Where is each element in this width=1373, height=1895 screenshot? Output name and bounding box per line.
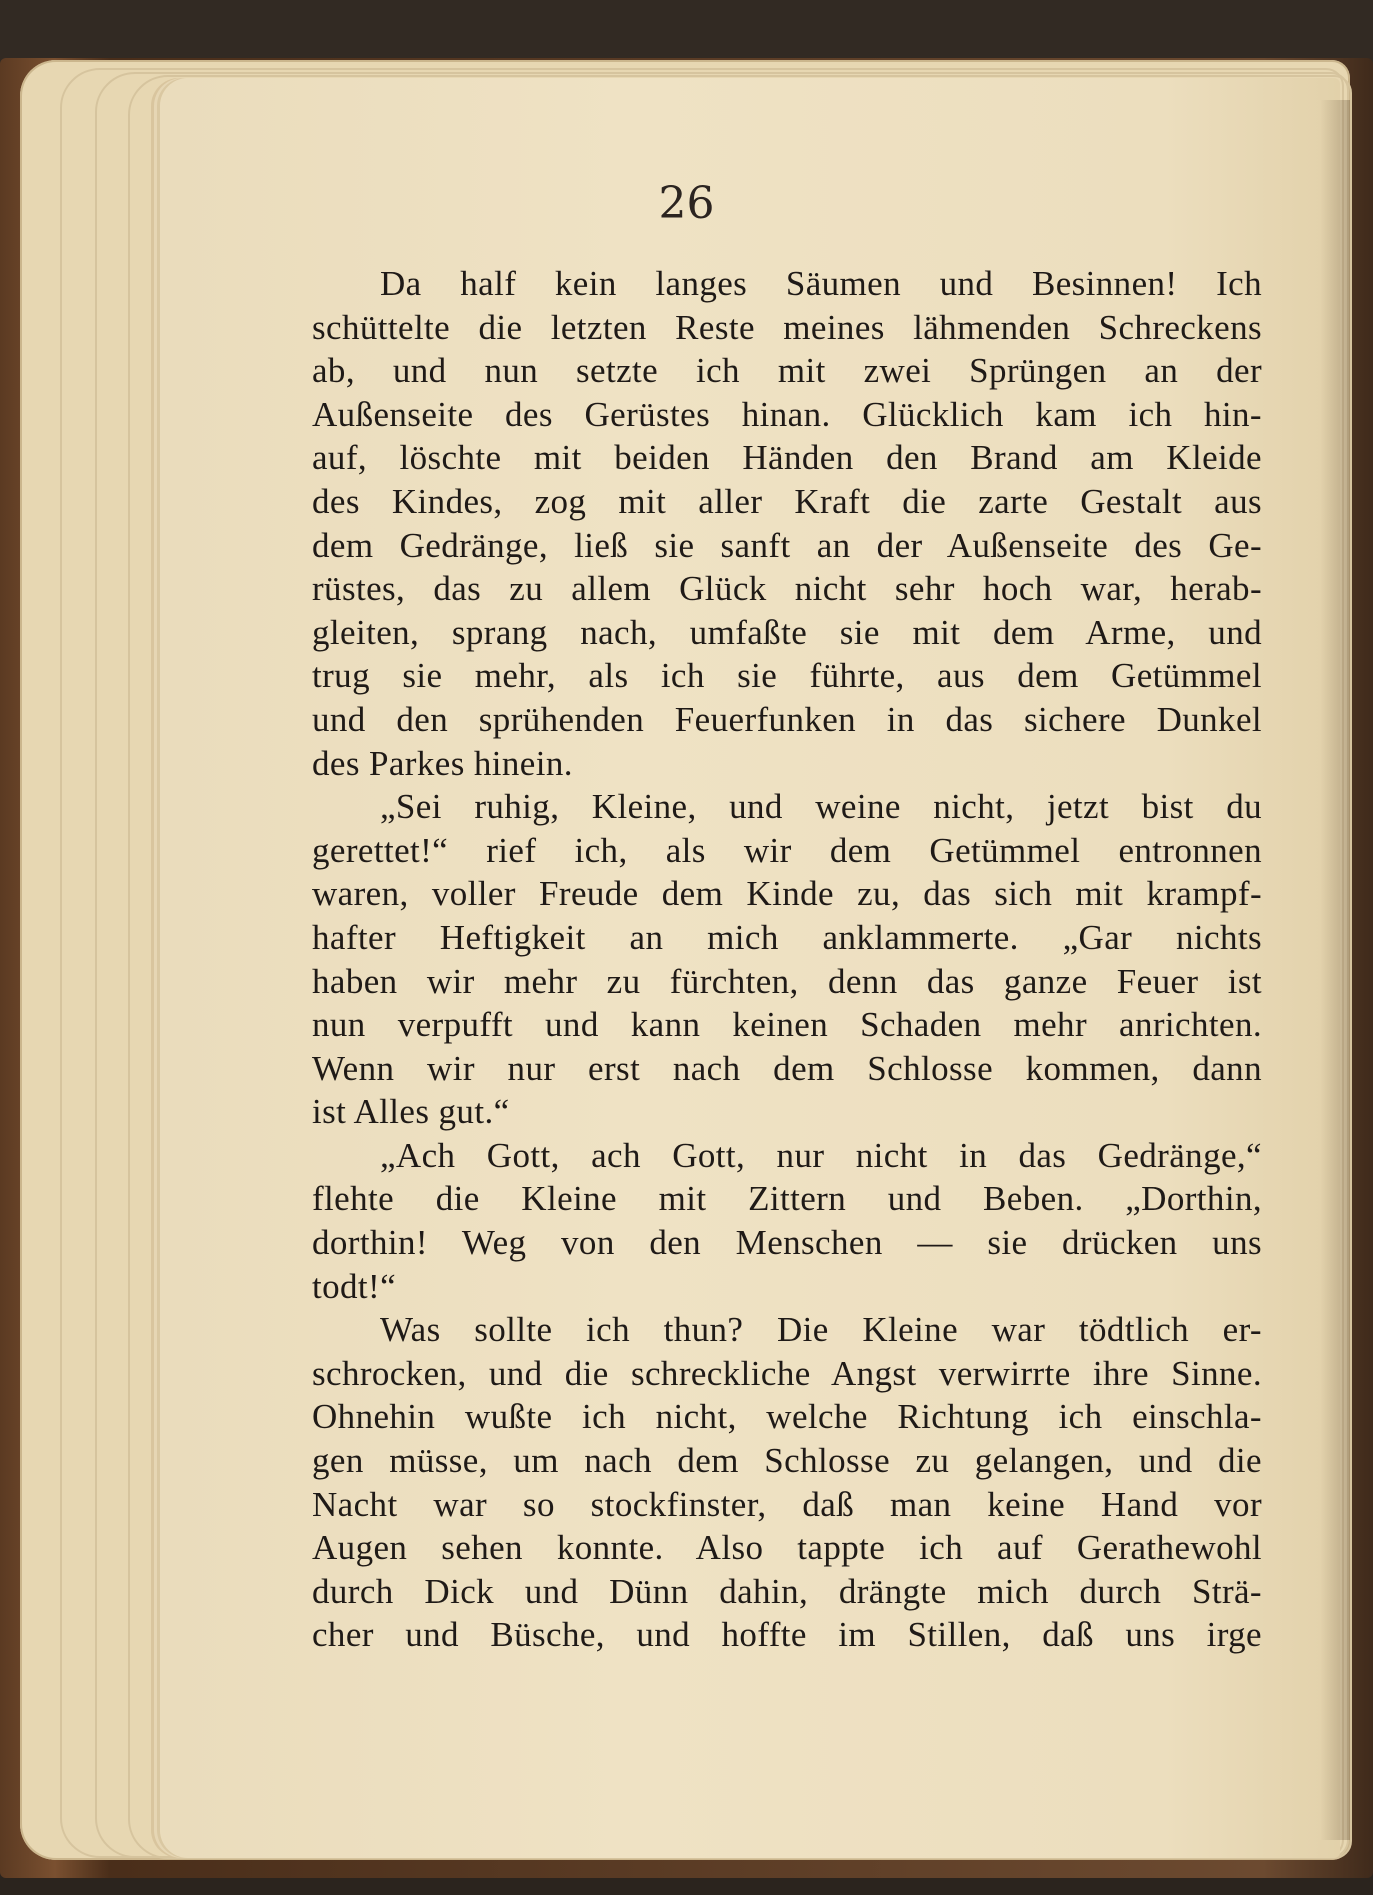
text-line: und den sprühenden Feuerfunken in das sichere Dunkel	[312, 699, 1262, 739]
text-line: hafter Heftigkeit an mich anklammerte. „Gar nichts	[312, 917, 1262, 957]
text-line: Was sollte ich thun? Die Kleine war tödtlich er-	[380, 1310, 1262, 1350]
text-line: Außenseite des Gerüstes hinan. Glücklich kam ich hin-	[312, 394, 1262, 434]
text-line: rüstes, das zu allem Glück nicht sehr hoch war, herab-	[312, 569, 1262, 609]
text-line: cher und Büsche, und hoffte im Stillen, daß uns irge	[312, 1615, 1262, 1655]
text-line: nun verpufft und kann keinen Schaden mehr anrichten.	[312, 1005, 1262, 1045]
text-line: „Ach Gott, ach Gott, nur nicht in das Gedränge,“	[380, 1135, 1262, 1175]
text-line: ist Alles gut.“	[312, 1092, 510, 1132]
text-line: dem Gedränge, ließ sie sanft an der Außenseite des Ge-	[312, 525, 1262, 565]
text-line: des Kindes, zog mit aller Kraft die zarte Gestalt aus	[312, 481, 1262, 521]
spine-shadow	[1320, 100, 1350, 1840]
text-line: trug sie mehr, als ich sie führte, aus dem Getümmel	[312, 656, 1262, 696]
text-line: flehte die Kleine mit Zittern und Beben. „Dorthin,	[312, 1179, 1262, 1219]
text-line: ab, und nun setzte ich mit zwei Sprüngen an der	[312, 351, 1262, 391]
text-line: gerettet!“ rief ich, als wir dem Getümmel entronnen	[312, 830, 1262, 870]
text-line: Wenn wir nur erst nach dem Schlosse kommen, dann	[312, 1048, 1262, 1088]
text-line: auf, löschte mit beiden Händen den Brand am Kleide	[312, 438, 1262, 478]
text-line: dorthin! Weg von den Menschen — sie drücken uns	[312, 1223, 1262, 1263]
text-line: „Sei ruhig, Kleine, und weine nicht, jetzt bist du	[380, 787, 1262, 827]
text-line: waren, voller Freude dem Kinde zu, das sich mit krampf-	[312, 874, 1262, 914]
text-line: Nacht war so stockfinster, daß man keine Hand vor	[312, 1484, 1262, 1524]
text-line: schrocken, und die schreckliche Angst verwirrte ihre Sinne.	[312, 1353, 1262, 1393]
text-line: schüttelte die letzten Reste meines lähmenden Schreckens	[312, 307, 1262, 347]
text-line: gen müsse, um nach dem Schlosse zu gelangen, und die	[312, 1441, 1262, 1481]
text-line: haben wir mehr zu fürchten, denn das ganze Feuer ist	[312, 961, 1262, 1001]
text-line: Da half kein langes Säumen und Besinnen! Ich	[380, 264, 1262, 303]
body-text	[312, 262, 1262, 1657]
text-line: Augen sehen konnte. Also tappte ich auf Gerathewohl	[312, 1528, 1262, 1568]
text-line: Ohnehin wußte ich nicht, welche Richtung ich einschla-	[312, 1397, 1262, 1437]
page-number: 26	[658, 178, 715, 229]
text-line: des Parkes hinein.	[312, 743, 573, 783]
text-line: durch Dick und Dünn dahin, drängte mich durch Strä-	[312, 1571, 1262, 1611]
text-line: todt!“	[312, 1266, 397, 1306]
text-line: gleiten, sprang nach, umfaßte sie mit dem Arme, und	[312, 612, 1262, 652]
